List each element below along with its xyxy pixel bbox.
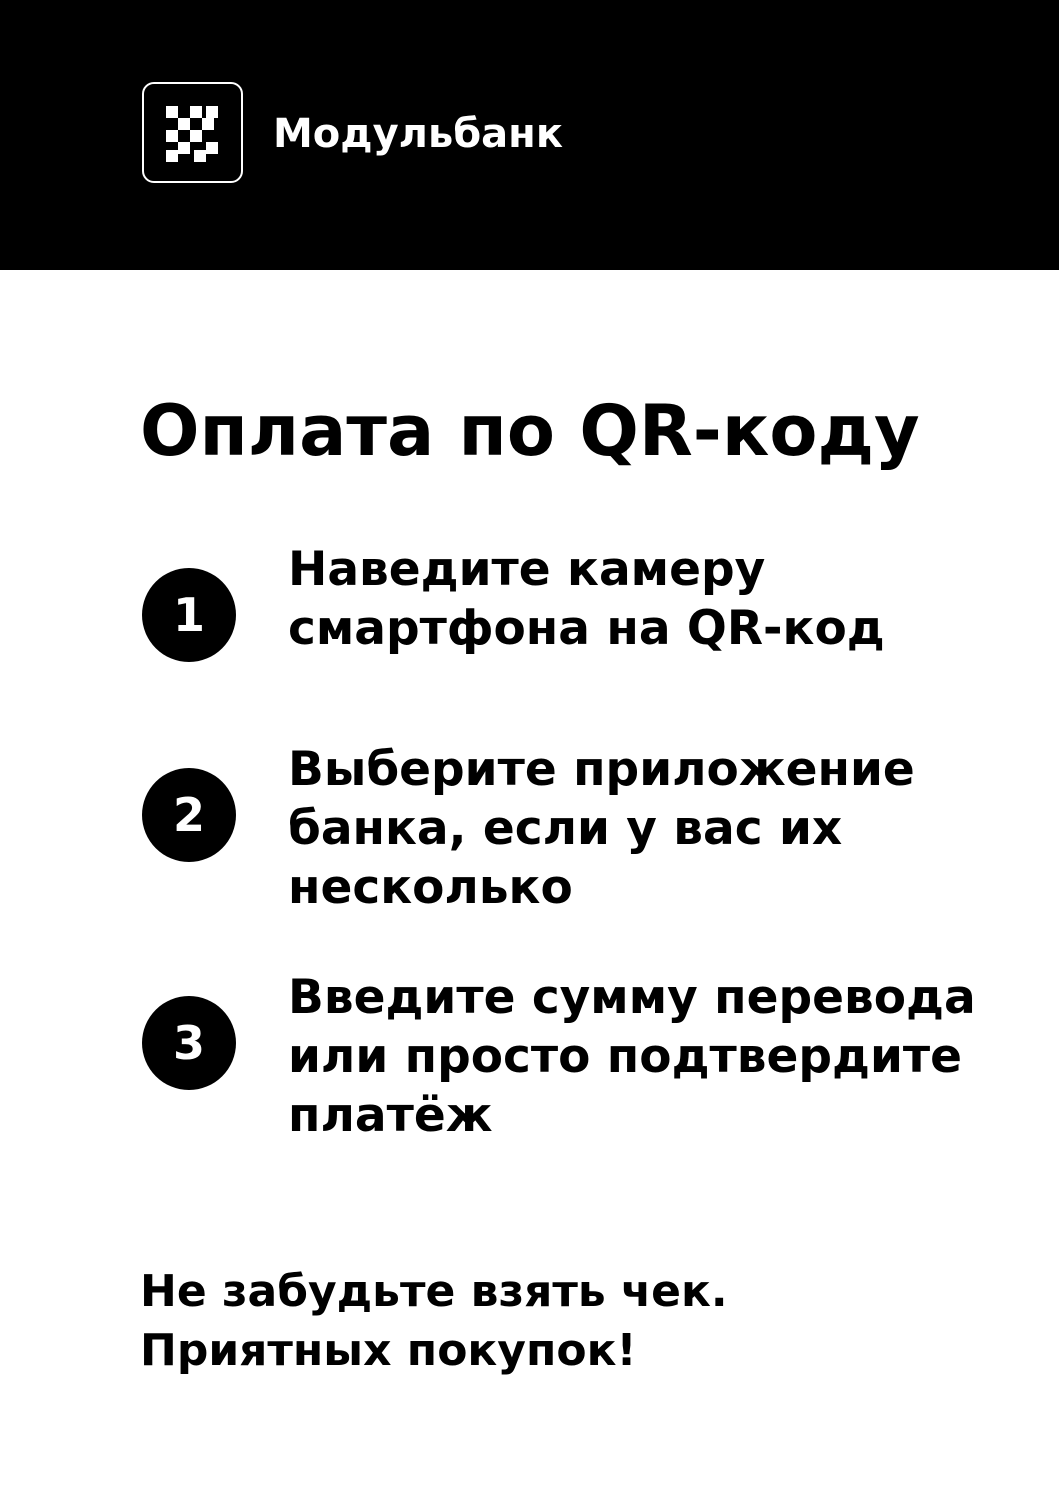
step-text: Выберите приложение банка, если у вас их несколько [288,742,915,915]
logo-icon [142,82,243,183]
step-number-badge: 3 [142,996,236,1090]
step-text: Наведите камеру смартфона на QR-код [288,542,885,656]
brand-name: Модульбанк [273,111,563,157]
step-number-badge: 1 [142,568,236,662]
modulbank-logo-icon [166,106,222,162]
footer-note: Не забудьте взять чек. Приятных покупок! [140,1266,728,1376]
step-number-badge: 2 [142,768,236,862]
page-title: Оплата по QR-коду [140,390,920,472]
header-banner [0,0,1059,270]
step-text: Введите сумму перевода или просто подтвердите платёж [288,970,976,1143]
